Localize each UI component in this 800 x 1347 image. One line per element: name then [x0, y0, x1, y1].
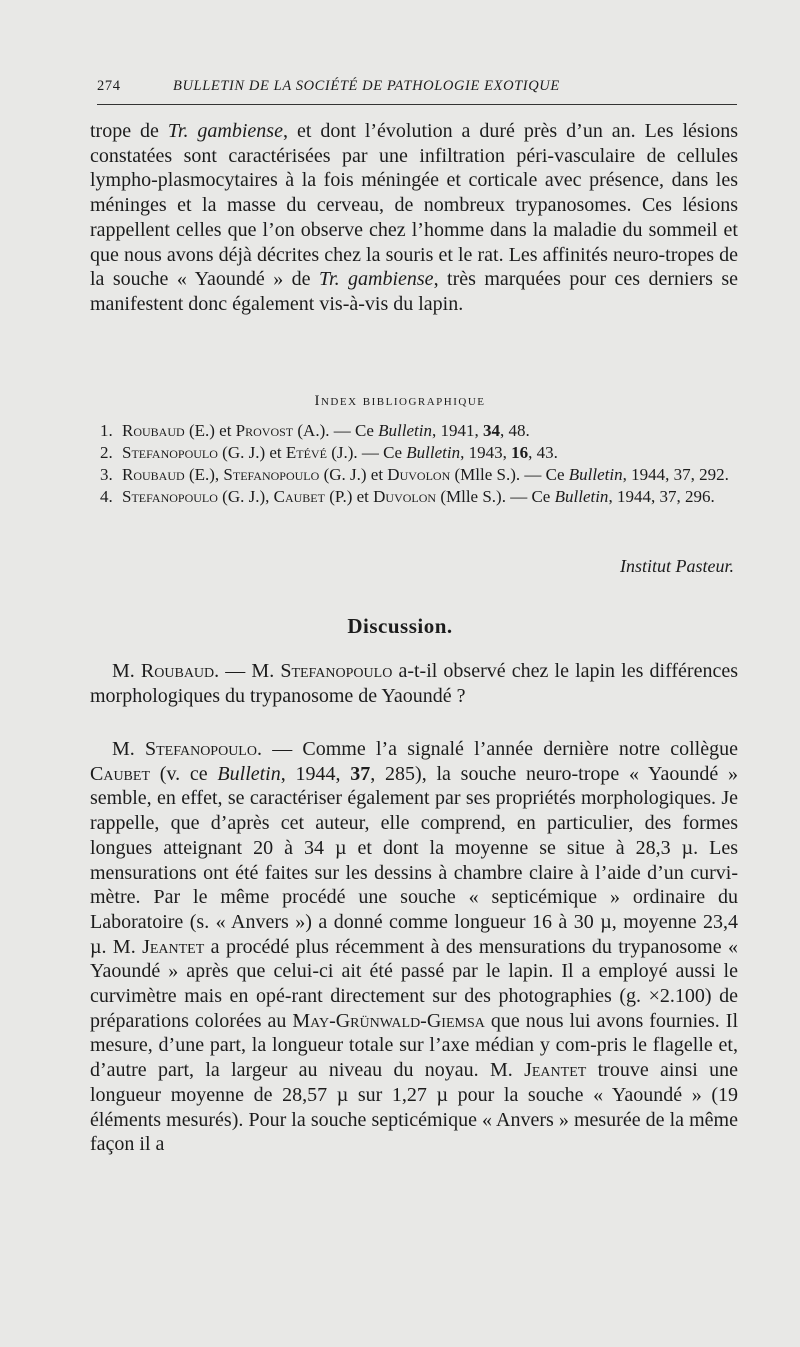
text-segment: trouve ainsi une longueur moyenne de 28,57 µ sur 1,27 µ pour la souche « Yaoundé » (19 éléments mesurés). Pour la souche septicémique « Anvers » mesurée de la même façon il a — [90, 1059, 738, 1156]
reference-volume: 37 — [350, 762, 371, 785]
journal-name: Bulletin — [568, 465, 623, 484]
reference-number: 4. — [100, 487, 113, 506]
person-name: Stefanopoulo — [280, 660, 393, 682]
author-name: Etévé — [285, 443, 327, 462]
reference-number: 1. — [100, 421, 113, 440]
text-segment: , très marquées pour ces derniers se manifestent donc également vis-à-vis du lapin. — [90, 268, 739, 315]
author-name: Stefanopoulo — [122, 443, 218, 462]
author-name: Roubaud — [122, 465, 185, 484]
author-name: Provost — [235, 421, 294, 440]
person-name: Jeantet — [142, 935, 205, 958]
journal-name: Bulletin — [554, 487, 609, 506]
person-name: Jeantet — [524, 1059, 587, 1082]
reference-page: , 48. — [499, 421, 530, 440]
journal-title: BULLETIN DE LA SOCIÉTÉ DE PATHOLOGIE EXOTIQUE — [173, 78, 560, 94]
header-rule — [97, 104, 737, 105]
text-segment: (P.) et — [324, 487, 374, 506]
speaker-name: Roubaud — [140, 660, 215, 682]
text-segment: , 1944, — [280, 762, 351, 785]
reference-page: , 43. — [528, 443, 558, 462]
text-segment: M. — [112, 738, 145, 760]
author-name: Stefanopoulo — [122, 487, 218, 506]
institution-signature: Institut Pasteur. — [619, 556, 734, 576]
speaker-name: Stefanopoulo — [145, 738, 257, 760]
text-segment: (Mlle S.). — Ce — [436, 487, 555, 506]
journal-name: Bulletin — [406, 443, 461, 462]
text-segment: , et dont l’évolution a duré près d’un an. Les lésions constatées sont caractérisées par une infiltration péri-vasculaire de cellules lympho-plasmocytaires à la fois méningée et corticale avec présence, dans les méninges et la masse du cerveau, de nombreux trypanosomes. Ces lésions rappellent celles que l’on observe chez l’homme dans la maladie du sommeil et que nous avons déjà décrites chez la souris et le rat. Les affinités neuro-tropes de la souche « Yaoundé » de — [90, 120, 738, 291]
species-name: Tr. gambiense — [167, 120, 283, 142]
text-segment: (G. J.), — [217, 487, 274, 506]
bibliography-list — [100, 420, 738, 508]
text-segment: (G. J.) et — [319, 465, 388, 484]
author-name: Duvolon — [387, 465, 451, 484]
text-segment: (v. ce — [150, 762, 218, 785]
author-name: Caubet — [273, 487, 325, 506]
text-segment: (G. J.) et — [217, 443, 286, 462]
text-segment: (E.), — [184, 465, 224, 484]
text-segment: (E.) et — [184, 421, 236, 440]
text-segment: (A.). — Ce — [293, 421, 379, 440]
bibliography-heading: Index bibliographique — [314, 393, 486, 409]
text-segment: , 285), la souche neuro-trope « Yaoundé » semble, en effet, se caractériser également par ses propriétés morphologiques. Je rappelle, que d’après cet auteur, elle comprend, en particulier, des formes longues atteignant 20 à 34 µ et dont la moyenne se situe à 28,3 µ. Les mensurations ont été faites sur les dessins à chambre claire à l’aide d’un curvi-mètre. Par le même procédé une souche « septicémique » ordinaire du Laboratoire (s. « Anvers ») a donné comme longueur 16 à 30 µ, moyenne 23,4 µ. M. — [90, 762, 738, 958]
reference-year: , 1943, — [460, 443, 512, 462]
reference-page: , 296. — [676, 487, 715, 506]
reference-page: , 292. — [690, 465, 729, 484]
journal-name: Bulletin — [217, 762, 281, 785]
journal-name: Bulletin — [378, 421, 432, 440]
page-number: 274 — [97, 78, 121, 94]
reference-item — [100, 486, 738, 508]
text-segment: . — Comme l’a signalé l’année dernière notre collègue — [256, 738, 738, 760]
reference-item — [100, 420, 738, 442]
reference-volume: 37 — [673, 465, 691, 484]
reference-volume: 37 — [659, 487, 677, 506]
discussion-heading: Discussion. — [347, 614, 453, 638]
author-name: Stefanopoulo — [223, 465, 320, 484]
text-segment: a-t-il observé chez le lapin les différences morphologiques du trypanosome de Yaoundé ? — [90, 660, 738, 707]
reference-volume: 34 — [482, 421, 500, 440]
reference-year: , 1944, — [608, 487, 660, 506]
stain-name: May-Grünwald-Giemsa — [292, 1009, 485, 1032]
stefanopoulo-reply — [90, 737, 738, 1157]
author-name: Roubaud — [122, 421, 185, 440]
text-segment: (J.). — Ce — [326, 443, 407, 462]
reference-number: 2. — [100, 443, 113, 462]
text-segment: trope de — [90, 120, 168, 142]
species-name: Tr. gambiense — [318, 268, 434, 291]
author-name: Duvolon — [373, 487, 437, 506]
text-segment: . — M. — [214, 660, 281, 682]
text-segment: que nous lui avons fournies. Il mesure, d’une part, la longueur totale sur l’axe médian y com-pris le flagelle et, d’autre part, la largeur au niveau du noyau. M. — [90, 1009, 739, 1082]
person-name: Caubet — [90, 762, 151, 785]
roubaud-question — [90, 659, 738, 708]
reference-year: , 1944, — [622, 465, 674, 484]
text-segment: M. — [112, 660, 141, 682]
reference-volume: 16 — [511, 443, 529, 462]
intro-paragraph — [90, 119, 738, 317]
reference-year: , 1941, — [431, 421, 483, 440]
reference-number: 3. — [100, 465, 113, 484]
text-segment: (Mlle S.). — Ce — [450, 465, 569, 484]
reference-item — [100, 442, 738, 464]
reference-item — [100, 464, 738, 486]
text-segment: a procédé plus récemment à des mensurations du trypanosome « Yaoundé » après que celui-ci ait été passé par le lapin. Il a employé aussi le curvimètre mais en opé-rant directement sur des photographies (g. ×2.100) de préparations colorées au — [90, 935, 738, 1032]
